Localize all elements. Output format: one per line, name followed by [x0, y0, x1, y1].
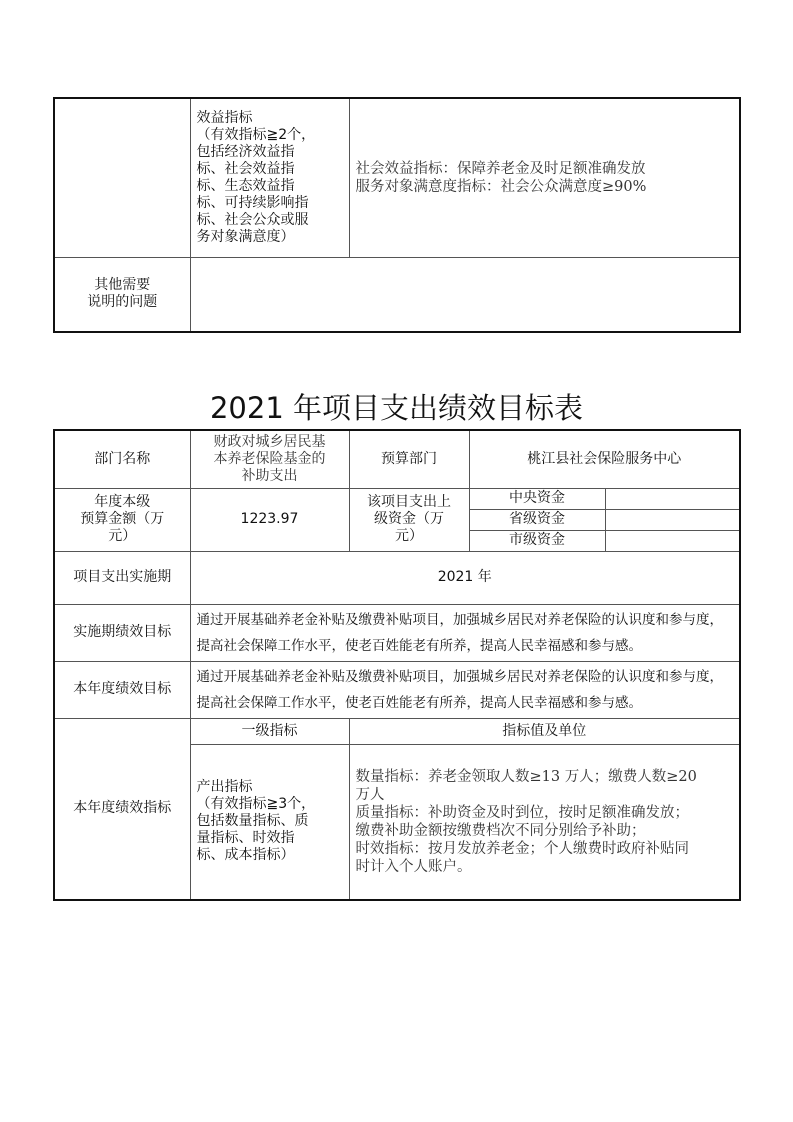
- provincial-funds-value: [605, 509, 740, 530]
- budget-dept-value: 桃江县社会保险服务中心: [469, 430, 740, 488]
- page-title: 2021 年项目支出绩效目标表: [209, 391, 584, 425]
- central-funds-value: [605, 488, 740, 509]
- period-value: 2021 年: [190, 551, 740, 604]
- central-funds-label: 中央资金: [469, 488, 605, 509]
- continued-indicator-table: [53, 97, 741, 333]
- provincial-funds-label: 省级资金: [469, 509, 605, 530]
- output-indicator-label: 产出指标 （有效指标≧3个， 包括数量指标、质 量指标、时效指 标、成本指标）: [190, 744, 349, 900]
- benefit-indicator-value: 社会效益指标：保障养老金及时足额准确发放 服务对象满意度指标：社会公众满意度≥90%: [349, 98, 740, 257]
- benefit-indicator-label: 效益指标 （有效指标≧2个， 包括经济效益指 标、社会效益指 标、生态效益指 标、可持续影响指 标、社会公众或服 务对象满意度）: [190, 98, 349, 257]
- period-goal-label: 实施期绩效目标: [54, 604, 190, 661]
- dept-name-value: 财政对城乡居民基 本养老保险基金的 补助支出: [190, 430, 349, 488]
- period-goal-value: 通过开展基础养老金补贴及缴费补贴项目，加强城乡居民对养老保险的认识度和参与度，提高社会保障工作水平，使老百姓能老有所养，提高人民幸福感和参与感。: [190, 604, 740, 661]
- performance-target-table: [53, 429, 741, 901]
- dept-name-label: 部门名称: [54, 430, 190, 488]
- annual-goal-value: 通过开展基础养老金补贴及缴费补贴项目，加强城乡居民对养老保险的认识度和参与度，提高社会保障工作水平，使老百姓能老有所养，提高人民幸福感和参与感。: [190, 661, 740, 718]
- annual-budget-value: 1223.97: [190, 488, 349, 551]
- superior-funds-label: 该项目支出上 级资金（万 元）: [349, 488, 469, 551]
- other-issues-label: 其他需要 说明的问题: [54, 257, 190, 332]
- annual-budget-label: 年度本级 预算金额（万 元）: [54, 488, 190, 551]
- municipal-funds-label: 市级资金: [469, 530, 605, 551]
- budget-dept-label: 预算部门: [349, 430, 469, 488]
- empty-cell: [54, 98, 190, 257]
- output-indicator-value: 数量指标：养老金领取人数≥13 万人；缴费人数≥20 万人 质量指标：补助资金及时到位，按时足额准确发放； 缴费补助金额按缴费档次不同分别给予补助； 时效指标：按月发放养老金；个人缴费时政府补贴同 时计入个人账户。: [349, 744, 740, 900]
- municipal-funds-value: [605, 530, 740, 551]
- indicator-value-header: 指标值及单位: [349, 718, 740, 744]
- annual-indicators-label: 本年度绩效指标: [54, 718, 190, 900]
- annual-goal-label: 本年度绩效目标: [54, 661, 190, 718]
- period-label: 项目支出实施期: [54, 551, 190, 604]
- other-issues-value: [190, 257, 740, 332]
- level1-indicator-header: 一级指标: [190, 718, 349, 744]
